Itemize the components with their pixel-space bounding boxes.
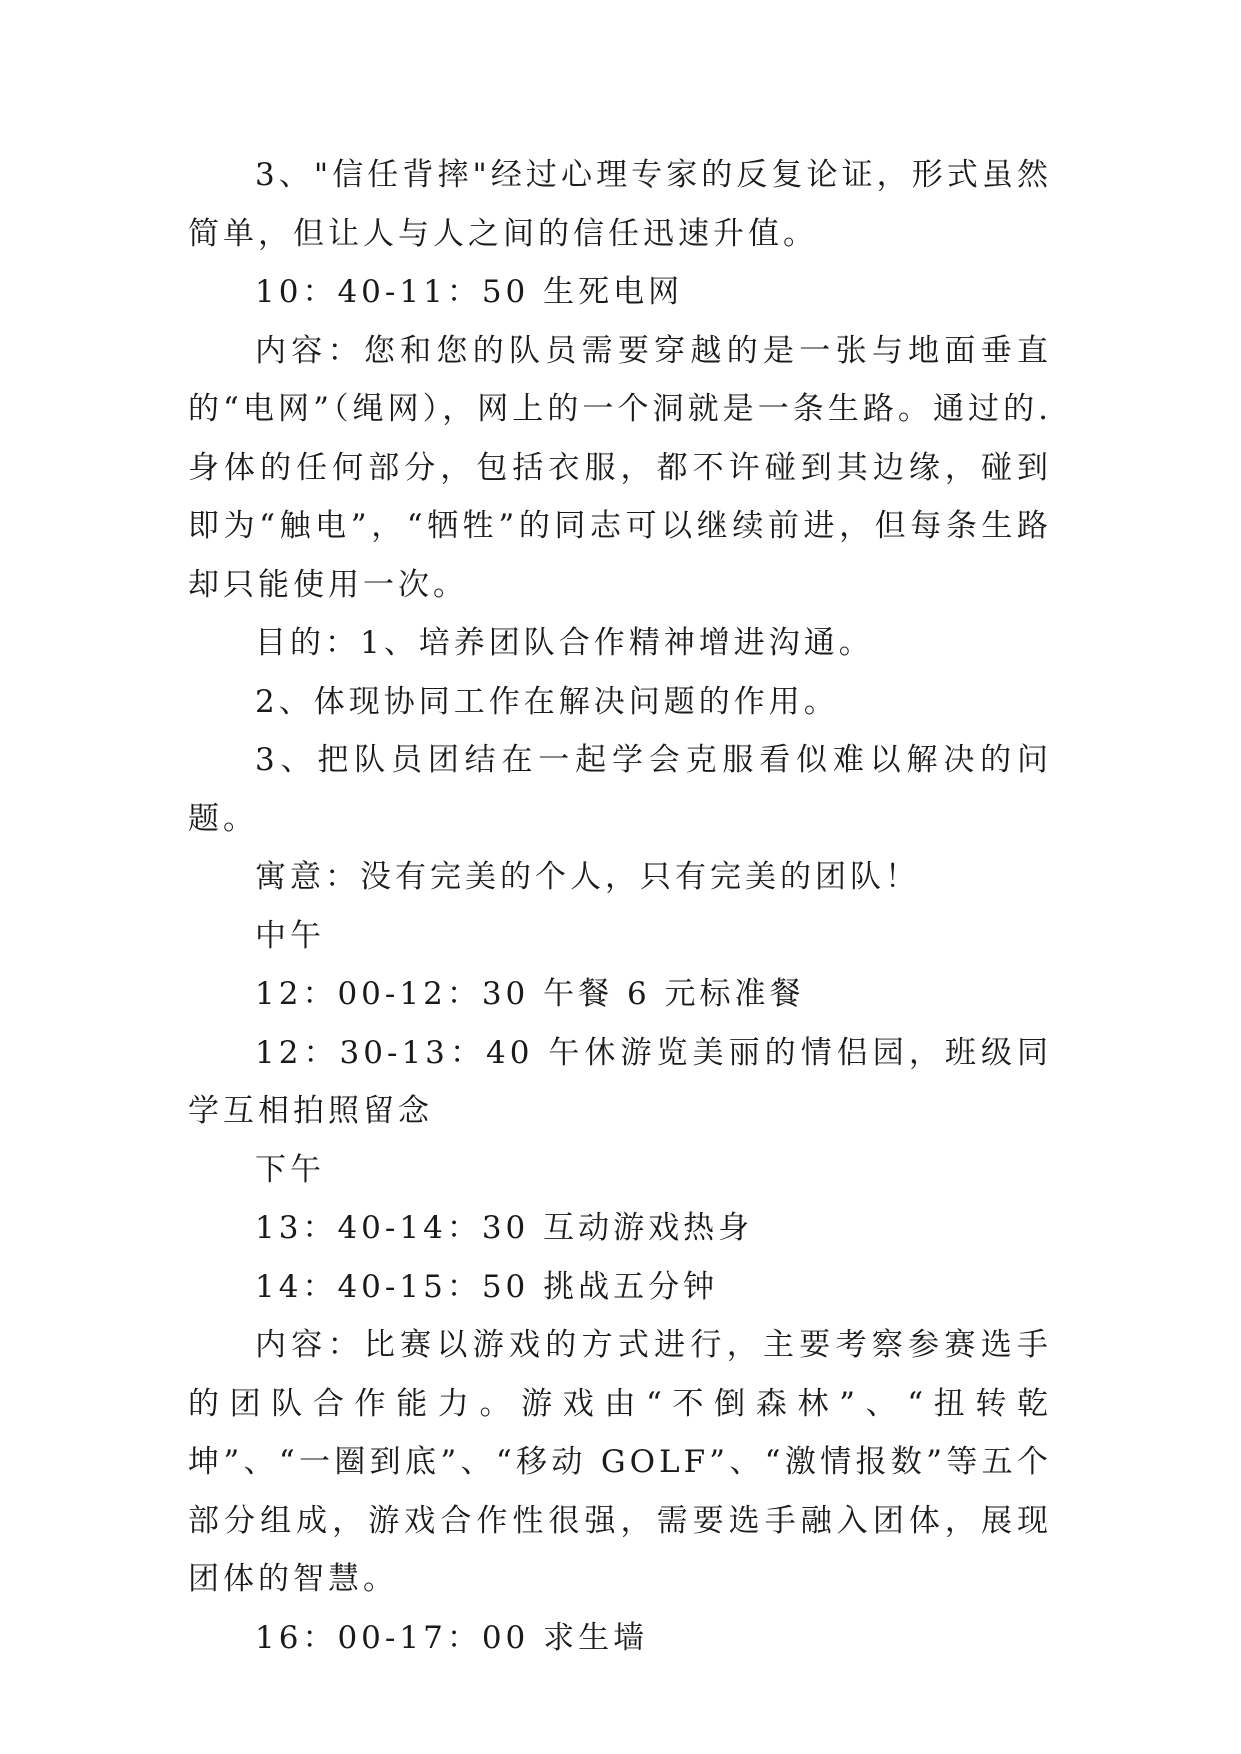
paragraph-time-survival-wall: 16：00-17：00 求生墙 <box>255 1619 649 1656</box>
paragraph-electric-net-content: 内容：您和您的队员需要穿越的是一张与地面垂直的“电网”（绳网），网上的一个洞就是一条生路。通过的.身体的任何部分，包括衣服，都不许碰到其边缘，碰到即为“触电”，“牺牲”的同志可以继续前进，但每条生路却只能使用一次。 <box>188 332 1052 603</box>
paragraph-challenge-content: 内容：比赛以游戏的方式进行，主要考察参赛选手的团队合作能力。游戏由“不倒森林”、“扭转乾坤”、“一圈到底”、“移动 GOLF”、“激情报数”等五个部分组成，游戏合作性很强，需要选手融入团体，展现团体的智慧。 <box>188 1327 1052 1597</box>
paragraph-trust-fall: 3、"信任背摔"经过心理专家的反复论证，形式虽然简单，但让人与人之间的信任迅速升值。 <box>188 157 1052 252</box>
paragraph-time-rest: 12：30-13：40 午休游览美丽的情侣园，班级同学互相拍照留念 <box>188 1034 1052 1129</box>
paragraph-purpose-3: 3、把队员团结在一起学会克服看似难以解决的问题。 <box>188 742 1052 837</box>
paragraph-purpose-2: 2、体现协同工作在解决问题的作用。 <box>255 683 839 720</box>
paragraph-meaning: 寓意：没有完美的个人，只有完美的团队！ <box>255 859 920 895</box>
paragraph-noon: 中午 <box>255 917 325 954</box>
paragraph-time-challenge: 14：40-15：50 挑战五分钟 <box>255 1268 719 1305</box>
paragraph-purpose-1: 目的：1、培养团队合作精神增进沟通。 <box>255 625 874 661</box>
document-body <box>188 146 1052 1667</box>
paragraph-time-warmup: 13：40-14：30 互动游戏热身 <box>255 1210 754 1246</box>
paragraph-time-electric-net: 10：40-11：50 生死电网 <box>255 274 684 310</box>
paragraph-afternoon: 下午 <box>255 1151 325 1188</box>
paragraph-time-lunch: 12：00-12：30 午餐 6 元标准餐 <box>255 976 805 1012</box>
